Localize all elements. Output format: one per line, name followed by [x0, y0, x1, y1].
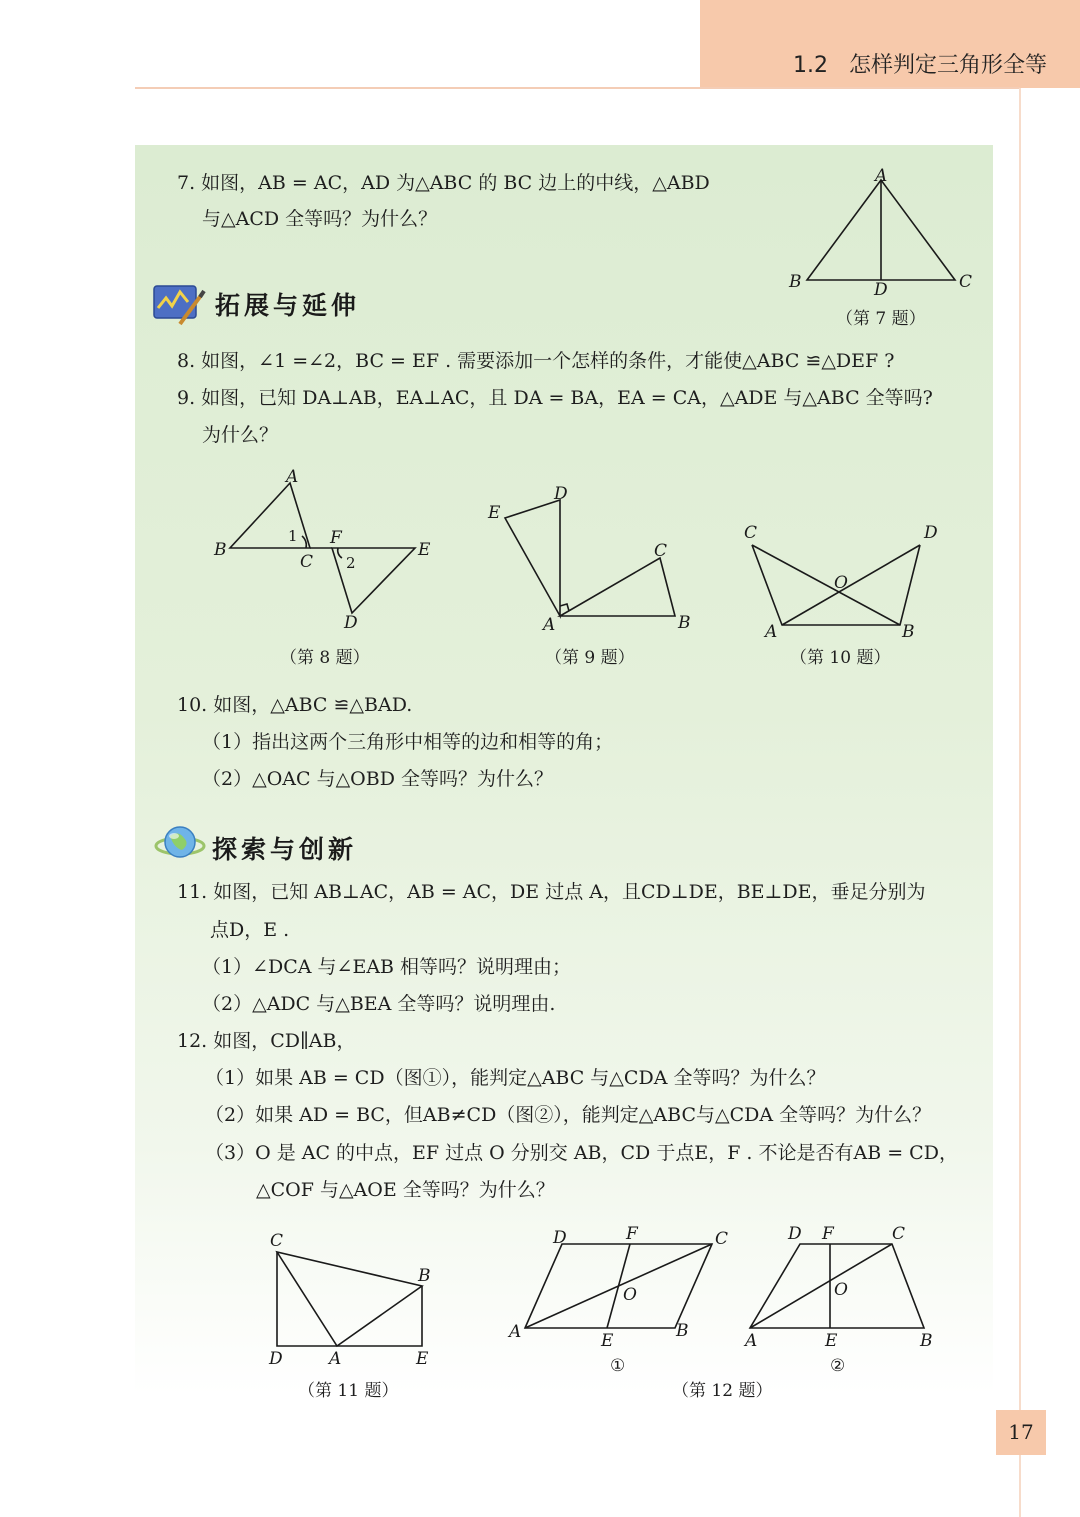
page-number: 17	[996, 1410, 1046, 1455]
problem-7-line-2: 与△ACD 全等吗？为什么？	[202, 208, 438, 230]
label-c: C	[270, 1231, 284, 1251]
problem-11-line-2: 点D，E .	[210, 919, 290, 941]
problem-12-sub-1: （1）如果 AB = CD（图①），能判定△ABC 与△CDA 全等吗？为什么？	[205, 1067, 826, 1089]
section-title-exploration: 探索与创新	[212, 835, 358, 864]
figure-10	[740, 518, 950, 643]
label-c: C	[654, 541, 668, 561]
right-angle-mark	[560, 604, 569, 611]
label-a: A	[329, 1349, 342, 1369]
label-c: C	[959, 272, 973, 292]
problem-12-line-1: 12. 如图，CD∥AB，	[177, 1030, 356, 1052]
problem-10-line-1: 10. 如图，△ABC ≌△BAD.	[177, 694, 413, 716]
label-b: B	[678, 613, 691, 633]
label-c: C	[892, 1224, 906, 1244]
caption-fig-12-2: ②	[830, 1356, 846, 1376]
section-title-extension: 拓展与延伸	[215, 291, 361, 320]
problem-12-sub-2: （2）如果 AD = BC，但AB≠CD（图②），能判定△ABC与△CDA 全等吗？为什么？	[205, 1104, 932, 1126]
diagonal-ac	[750, 1244, 892, 1328]
pen-chart-icon	[150, 280, 206, 328]
line-ad	[782, 545, 920, 625]
triangle-abc	[230, 483, 310, 548]
caption-fig-10: （第 10 题）	[790, 648, 891, 668]
label-b: B	[789, 272, 802, 292]
problem-10-sub-1: （1）指出这两个三角形中相等的边和相等的角；	[202, 731, 614, 753]
label-d: D	[553, 1228, 567, 1248]
label-f: F	[330, 528, 342, 548]
problem-9-line-1: 9. 如图，已知 DA⊥AB，EA⊥AC，且 DA = BA，EA = CA，△ADE 与△ABC 全等吗?	[177, 387, 933, 409]
problem-7-line-1: 7. 如图，AB = AC，AD 为△ABC 的 BC 边上的中线，△ABD	[177, 172, 710, 194]
label-d: D	[924, 523, 938, 543]
label-b: B	[214, 540, 227, 560]
label-angle-1: 1	[288, 527, 298, 545]
header-divider	[135, 87, 1020, 89]
label-f: F	[822, 1224, 834, 1244]
problem-12-sub-3: （3）O 是 AC 的中点，EF 过点 O 分别交 AB，CD 于点E，F . 不论是否有AB = CD，	[205, 1142, 958, 1164]
label-d: D	[554, 484, 568, 504]
label-b: B	[418, 1266, 431, 1286]
globe-icon	[150, 820, 206, 868]
triangle-abc	[560, 558, 675, 616]
label-d: D	[344, 613, 358, 633]
label-angle-2: 2	[346, 554, 356, 572]
label-e: E	[488, 503, 501, 523]
triangle-def	[332, 548, 415, 613]
label-a: A	[286, 467, 299, 487]
label-c: C	[744, 523, 758, 543]
problem-8-line-1: 8. 如图，∠1 =∠2，BC = EF . 需要添加一个怎样的条件，才能使△ABC ≌△DEF ?	[177, 350, 895, 372]
section-number: 1.2	[793, 53, 828, 78]
caption-fig-7: （第 7 题）	[836, 309, 926, 329]
angle-2-arc	[338, 548, 342, 558]
header-title	[793, 48, 1047, 79]
triangle-abc	[277, 1252, 422, 1346]
angle-1-arc	[302, 536, 306, 548]
problem-11-sub-2: （2）△ADC 与△BEA 全等吗？说明理由.	[202, 993, 556, 1015]
label-e: E	[825, 1331, 838, 1351]
label-e: E	[416, 1349, 429, 1369]
caption-fig-12: （第 12 题）	[672, 1381, 773, 1401]
label-d: D	[269, 1349, 283, 1369]
figure-9	[480, 480, 710, 640]
path-c-d-e-b	[277, 1252, 422, 1346]
figure-12-2	[742, 1222, 942, 1352]
label-a: A	[509, 1322, 522, 1342]
caption-fig-11: （第 11 题）	[298, 1381, 399, 1401]
figure-7	[785, 165, 980, 300]
triangle-ade	[505, 500, 560, 616]
label-b: B	[676, 1321, 689, 1341]
label-a: A	[765, 622, 778, 642]
section-name: 怎样判定三角形全等	[848, 53, 1047, 78]
caption-fig-9: （第 9 题）	[545, 648, 635, 668]
problem-9-line-2: 为什么？	[202, 424, 279, 446]
problem-11-line-1: 11. 如图，已知 AB⊥AC，AB = AC，DE 过点 A，且CD⊥DE，BE⊥DE，垂足分别为	[177, 881, 926, 903]
figure-11	[262, 1228, 442, 1373]
label-o: O	[623, 1285, 637, 1305]
label-c: C	[715, 1229, 729, 1249]
label-o: O	[834, 573, 848, 593]
label-d: D	[788, 1224, 802, 1244]
label-f: F	[626, 1224, 638, 1244]
figure-12-1	[505, 1222, 740, 1352]
label-a: A	[543, 615, 556, 635]
caption-fig-8: （第 8 题）	[280, 648, 370, 668]
label-c: C	[300, 552, 314, 572]
problem-10-sub-2: （2）△OAC 与△OBD 全等吗？为什么？	[202, 768, 553, 790]
label-a: A	[875, 166, 888, 186]
right-margin-line	[1019, 88, 1021, 1517]
figure-8	[210, 465, 440, 635]
label-a: A	[745, 1331, 758, 1351]
label-e: E	[418, 540, 431, 560]
caption-fig-12-1: ①	[610, 1356, 626, 1376]
problem-11-sub-1: （1）∠DCA 与∠EAB 相等吗？说明理由；	[202, 956, 572, 978]
problem-12-sub-3-cont: △COF 与△AOE 全等吗？为什么？	[256, 1179, 555, 1201]
line-cb	[752, 545, 900, 625]
label-b: B	[902, 622, 915, 642]
label-b: B	[920, 1331, 933, 1351]
label-o: O	[834, 1280, 848, 1300]
label-e: E	[601, 1331, 614, 1351]
label-d: D	[874, 280, 888, 300]
